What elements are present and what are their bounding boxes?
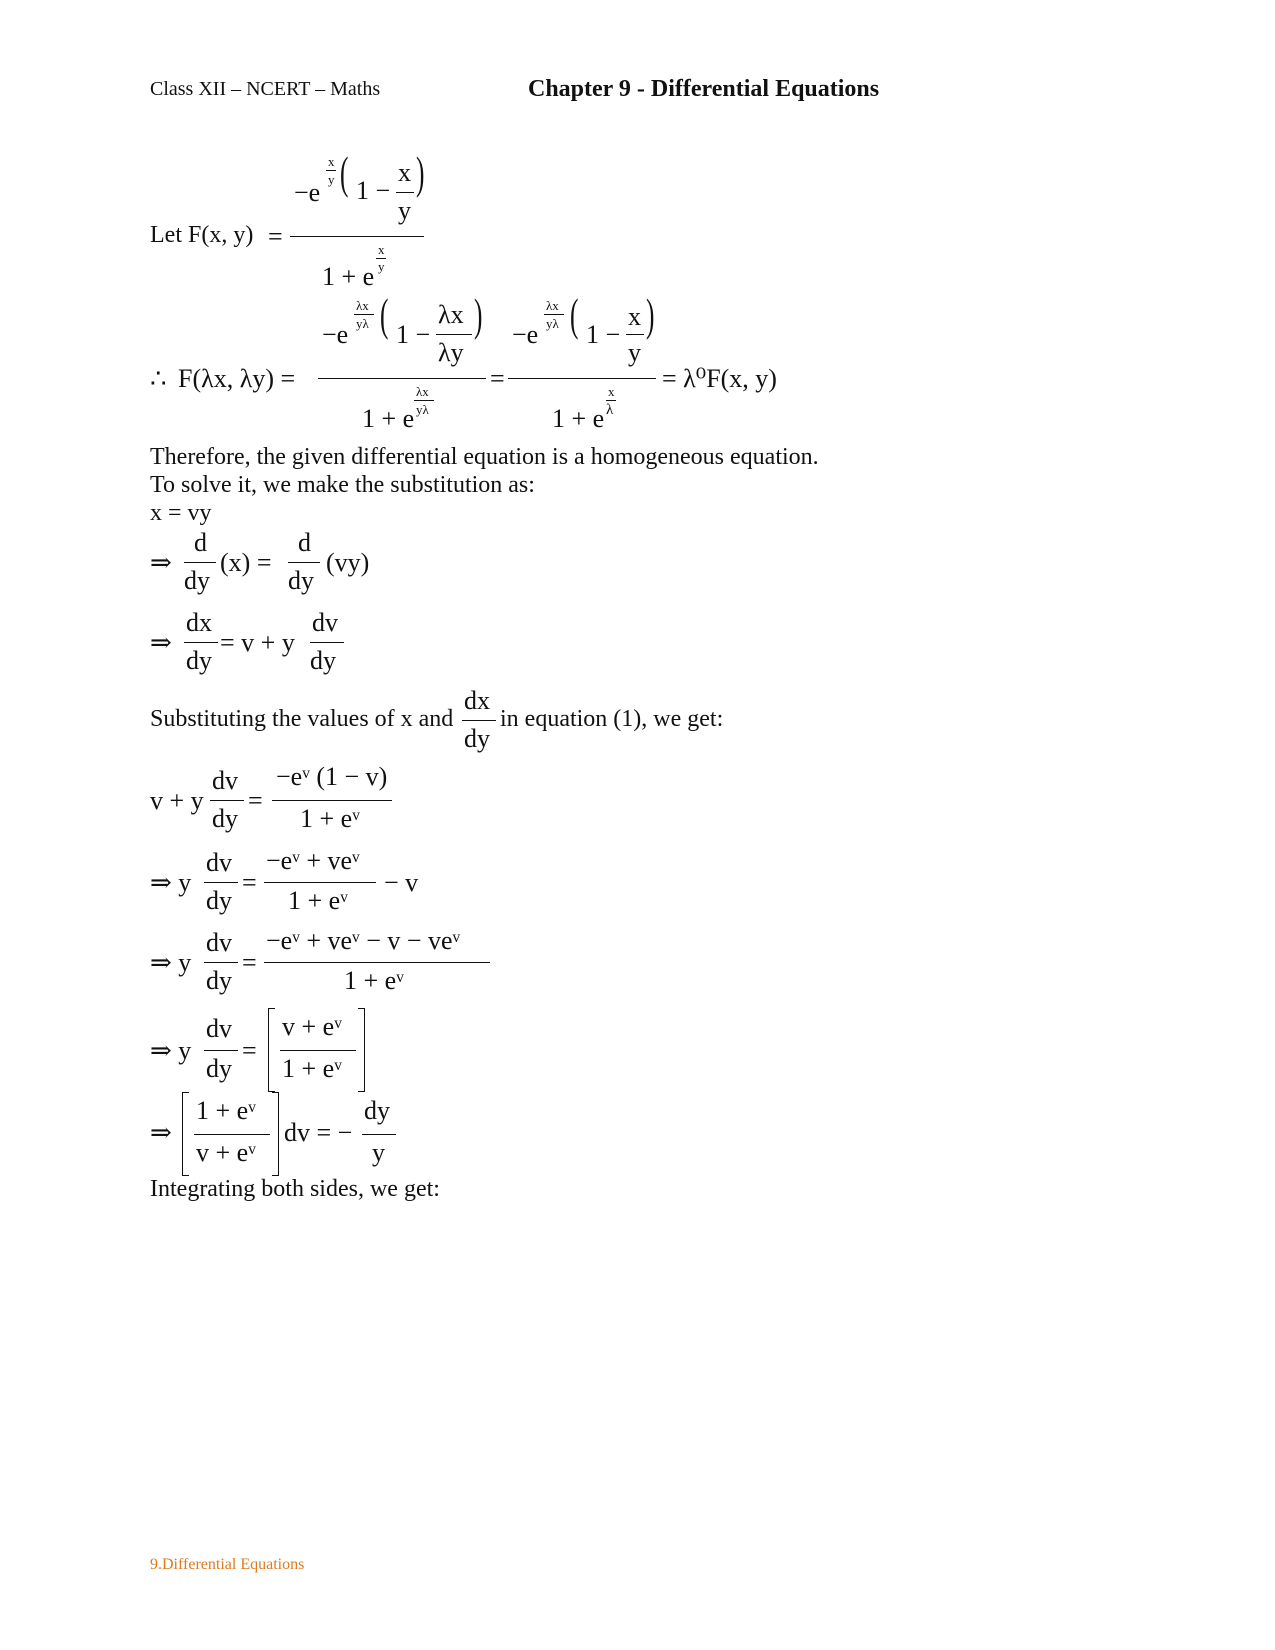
eq7-num: −eᵛ + veᵛ − v − veᵛ (266, 926, 461, 955)
eq1-den-exp-x: x (378, 242, 385, 257)
eq6-tail: − v (384, 868, 419, 897)
eq6-den: 1 + eᵛ (288, 886, 348, 915)
eq2-f2-bar (508, 378, 656, 379)
eq3-dy1: dy (184, 566, 210, 595)
eq8-bar2 (280, 1050, 356, 1051)
eq2-f1-den-exp-top: λx (416, 384, 429, 399)
eq8-lhs: ⇒ y (150, 1036, 192, 1065)
eq9-dy: dy (364, 1096, 390, 1125)
eq2-f2-den: 1 + e (552, 404, 605, 433)
eq2-num2-base: −e (512, 320, 539, 349)
eq2-f2-den-exp-bottom: λ (606, 402, 614, 418)
eq2-f2-rparen: ) (646, 289, 655, 340)
eq6-equals: = (242, 868, 257, 897)
eq2-f2-one-minus: 1 − (586, 320, 621, 349)
eq3-dy2: dy (288, 566, 314, 595)
eq1-equals: = (268, 222, 283, 251)
eq1-inner-y: y (398, 196, 411, 225)
eq9-y: y (372, 1138, 385, 1167)
eq2-f2-inner-den: y (628, 338, 641, 367)
integrating-statement: Integrating both sides, we get: (150, 1176, 440, 1202)
header-class-label: Class XII – NCERT – Maths (150, 78, 381, 100)
eq3-mid: (x) = (220, 548, 272, 577)
eq3-rhs: (vy) (326, 548, 370, 577)
eq2-f1-one-minus: 1 − (396, 320, 431, 349)
eq5-bar2 (272, 800, 392, 801)
eq2-num1-exp-bottom: yλ (356, 316, 369, 331)
eq7-den: 1 + eᵛ (344, 966, 404, 995)
eq3-bar1 (184, 562, 216, 563)
eq4-bar1 (184, 642, 218, 643)
chapter-title: Chapter 9 - Differential Equations (528, 76, 880, 102)
eq6-dy: dy (206, 886, 232, 915)
eq4-dy1: dy (186, 646, 212, 675)
eq5-equals: = (248, 786, 263, 815)
eq8-dy: dy (206, 1054, 232, 1083)
eq2-middle-equals: = (490, 364, 505, 393)
eq3-arrow: ⇒ (150, 548, 172, 577)
substituting-text-before: Substituting the values of x and (150, 706, 454, 732)
inline-dx: dx (464, 686, 490, 715)
eq8-right-bracket (358, 1008, 365, 1092)
eq2-num1-base: −e (322, 320, 349, 349)
eq3-d1: d (194, 528, 207, 557)
eq6-bar1 (204, 882, 238, 883)
eq1-den: 1 + e (322, 262, 375, 291)
eq2-rhs: = λ⁰F(x, y) (662, 364, 777, 393)
eq2-num1-exp-bar (354, 314, 374, 315)
eq2-f1-rparen: ) (474, 289, 483, 340)
eq2-num2-exp-bottom: yλ (546, 316, 559, 331)
eq5-lhs: v + y (150, 786, 204, 815)
eq2-f1-den: 1 + e (362, 404, 415, 433)
eq5-dv: dv (212, 766, 238, 795)
eq6-num: −eᵛ + veᵛ (266, 846, 360, 875)
eq2-f1-inner-den: λy (438, 338, 464, 367)
eq2-f2-inner-bar (626, 334, 644, 335)
eq3-d2: d (298, 528, 311, 557)
eq1-one-minus: 1 − (356, 176, 391, 205)
eq2-f1-den-exp-bottom: yλ (416, 402, 429, 417)
eq8-dv: dv (206, 1014, 232, 1043)
eq7-dv: dv (206, 928, 232, 957)
eq4-bar2 (310, 642, 344, 643)
eq2-f1-den-exp-bar (414, 400, 434, 401)
eq2-num2-exp-bar (544, 314, 564, 315)
eq1-rparen: ) (416, 147, 425, 198)
eq9-bar1 (194, 1134, 270, 1135)
eq4-dy2: dy (310, 646, 336, 675)
eq9-right-bracket (272, 1092, 279, 1176)
eq2-lhs: F(λx, λy) = (178, 364, 296, 393)
eq4-dx: dx (186, 608, 212, 637)
eq7-dy: dy (206, 966, 232, 995)
footer-chapter-label: 9.Differential Equations (150, 1556, 305, 1573)
eq1-den-exp-y: y (378, 259, 385, 274)
eq9-arrow: ⇒ (150, 1118, 172, 1147)
eq2-f2-lparen: ( (570, 289, 579, 340)
eq8-left-bracket (268, 1008, 275, 1092)
eq1-num-exp-bar (326, 170, 336, 171)
eq2-f1-bar (318, 378, 486, 379)
eq7-bar1 (204, 962, 238, 963)
eq2-f1-lparen: ( (380, 289, 389, 340)
eq6-bar2 (264, 882, 376, 883)
eq1-lparen: ( (340, 147, 349, 198)
eq8-bar1 (204, 1050, 238, 1051)
eq2-num1-exp-top: λx (356, 298, 369, 313)
eq5-den: 1 + eᵛ (300, 804, 360, 833)
homogeneous-statement: Therefore, the given differential equation is a homogeneous equation. (150, 444, 819, 470)
eq2-num2-exp-top: λx (546, 298, 559, 313)
eq4-mid: = v + y (220, 628, 295, 657)
eq6-dv: dv (206, 848, 232, 877)
therefore-symbol: ∴ (150, 364, 167, 393)
eq1-num-exp-y: y (328, 172, 335, 187)
inline-bar (462, 720, 496, 721)
eq9-den: v + eᵛ (196, 1138, 256, 1167)
eq1-inner-bar (396, 192, 414, 193)
let-label: Let F(x, y) (150, 222, 254, 248)
eq9-num: 1 + eᵛ (196, 1096, 256, 1125)
eq5-dy: dy (212, 804, 238, 833)
eq2-f2-inner-num: x (628, 302, 641, 331)
eq7-lhs: ⇒ y (150, 948, 192, 977)
x-equals-vy: x = vy (150, 500, 212, 526)
substitution-statement: To solve it, we make the substitution as: (150, 472, 535, 498)
eq9-left-bracket (182, 1092, 189, 1176)
eq5-bar1 (210, 800, 244, 801)
eq1-inner-x: x (398, 158, 411, 187)
eq3-bar2 (288, 562, 320, 563)
eq1-num-exp-x: x (328, 154, 335, 169)
eq7-bar2 (264, 962, 490, 963)
eq1-num-exp-base: −e (294, 178, 321, 207)
eq6-lhs: ⇒ y (150, 868, 192, 897)
eq8-den: 1 + eᵛ (282, 1054, 342, 1083)
eq4-arrow: ⇒ (150, 628, 172, 657)
eq2-f2-den-exp-top: x (608, 384, 615, 399)
eq9-bar2 (362, 1134, 396, 1135)
inline-dy: dy (464, 724, 490, 753)
eq8-equals: = (242, 1036, 257, 1065)
eq8-num: v + eᵛ (282, 1012, 342, 1041)
eq5-num: −eᵛ (1 − v) (276, 762, 388, 791)
eq7-equals: = (242, 948, 257, 977)
eq2-f1-inner-bar (436, 334, 472, 335)
eq1-fraction-bar (290, 236, 424, 237)
substituting-text-after: in equation (1), we get: (500, 706, 724, 732)
eq2-f2-den-exp-bar (606, 400, 616, 401)
eq4-dv: dv (312, 608, 338, 637)
eq2-f1-inner-num: λx (438, 300, 464, 329)
eq9-mid: dv = − (284, 1118, 353, 1147)
